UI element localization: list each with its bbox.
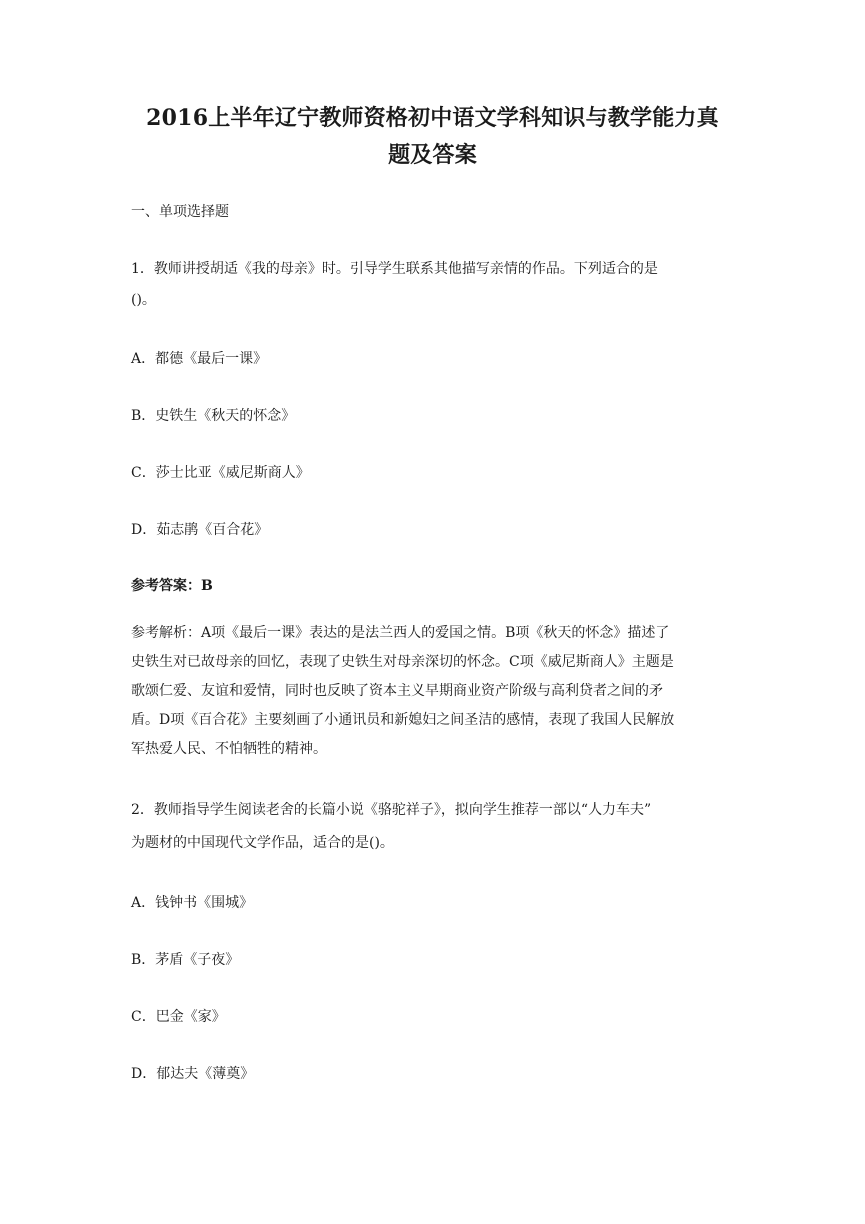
analysis-line: 盾。D项《百合花》主要刻画了小通讯员和新媳妇之间圣洁的感情，表现了我国人民解放 (131, 712, 675, 728)
question-2-option-c: C．巴金《家》 (131, 1009, 226, 1025)
analysis-line: 军热爱人民、不怕牺牲的精神。 (131, 741, 327, 757)
analysis-line: 史铁生对已故母亲的回忆，表现了史铁生对母亲深切的怀念。C项《威尼斯商人》主题是 (131, 654, 674, 670)
question-2-stem-line-2: 为题材的中国现代文学作品，适合的是()。 (131, 835, 394, 851)
title-line-1: 2016上半年辽宁教师资格初中语文学科知识与教学能力真 (146, 105, 719, 131)
question-1-option-d: D．茹志鹃《百合花》 (131, 522, 269, 538)
question-1-option-a: A．都德《最后一课》 (131, 351, 268, 367)
question-2-stem-line-1: 2．教师指导学生阅读老舍的长篇小说《骆驼祥子》，拟向学生推荐一部以“人力车夫” (131, 802, 652, 818)
question-1-analysis (131, 619, 736, 764)
section-heading: 一、单项选择题 (131, 204, 229, 220)
question-2-option-b: B．茅盾《子夜》 (131, 952, 240, 968)
question-1-stem-line-2: ()。 (131, 292, 156, 308)
question-2-option-d: D．郁达夫《薄奠》 (131, 1066, 255, 1082)
question-1-answer: 参考答案：B (131, 578, 213, 594)
title-line-2: 题及答案 (388, 142, 477, 168)
question-1-option-b: B．史铁生《秋天的怀念》 (131, 408, 296, 424)
analysis-line: 歌颂仁爱、友谊和爱情，同时也反映了资本主义早期商业资产阶级与高利贷者之间的矛 (131, 683, 663, 699)
question-1-option-c: C．莎士比亚《威尼斯商人》 (131, 465, 310, 481)
analysis-line: 参考解析：A项《最后一课》表达的是法兰西人的爱国之情。B项《秋天的怀念》描述了 (131, 625, 670, 641)
document-title (110, 100, 755, 174)
question-2-option-a: A．钱钟书《围城》 (131, 895, 254, 911)
question-1-stem-line-1: 1．教师讲授胡适《我的母亲》时。引导学生联系其他描写亲情的作品。下列适合的是 (131, 261, 658, 277)
